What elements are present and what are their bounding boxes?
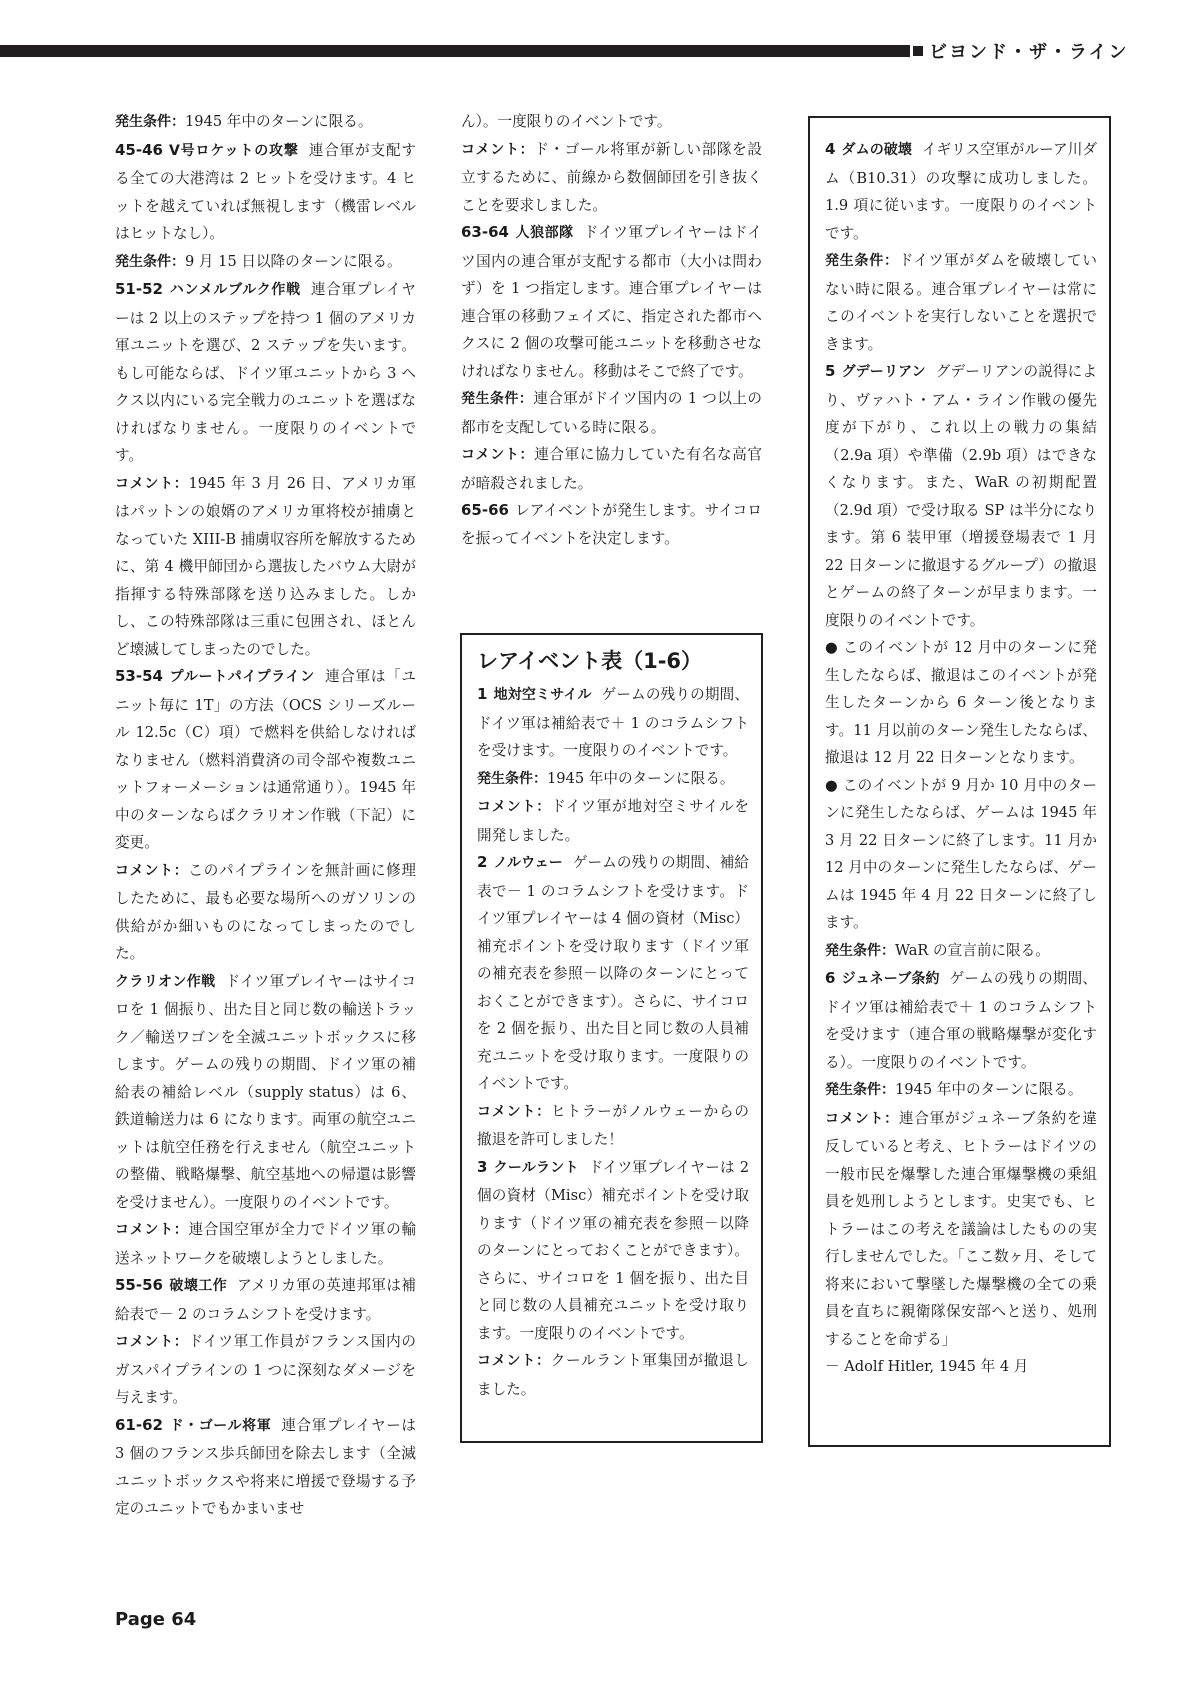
paragraph-text: 1945 年中のターンに限る。 — [547, 769, 735, 787]
event-number: 55-56 — [115, 1276, 163, 1294]
paragraph — [825, 136, 1097, 247]
paragraph — [115, 1272, 416, 1328]
paragraph-label: コメント： — [115, 475, 189, 492]
paragraph-text: ゲームの残りの期間、ドイツ軍は補給表で＋ 1 のコラムシフトを受けます。一度限りのイベントです。 — [477, 686, 749, 759]
paragraph-label: コメント： — [115, 1334, 189, 1350]
paragraph-text: 連合軍が支配する全ての大港湾は 2 ヒットを受けます。4 ヒットを越えていれば無視します（機雷レベルはヒットなし）。 — [115, 141, 416, 242]
event-name: 地対空ミサイル — [493, 687, 592, 703]
page-number: Page 64 — [115, 1609, 197, 1630]
paragraph — [825, 937, 1097, 966]
paragraph-label: コメント： — [115, 1222, 189, 1238]
event-number: 45-46 — [115, 140, 163, 159]
paragraph-text: 1945 年中のターンに限る。 — [185, 113, 373, 130]
paragraph — [115, 276, 416, 470]
event-name: ノルウェー — [493, 855, 563, 871]
paragraph — [115, 137, 416, 248]
paragraph-text: ドイツ軍が地対空ミサイルを開発しました。 — [477, 798, 750, 844]
paragraph — [477, 1347, 749, 1403]
paragraph-text: 連合軍に協力していた有名な高官が暗殺されました。 — [461, 446, 762, 492]
paragraph-text: レアイベントが発生します。サイコロを振ってイベントを決定します。 — [461, 502, 762, 547]
event-number: 1 — [477, 685, 488, 703]
paragraph — [825, 965, 1097, 1076]
paragraph-label: 発生条件： — [825, 942, 895, 959]
event-name: ハンメルブルク作戦 — [168, 282, 301, 298]
running-header-title: ビヨンド・ザ・ライン — [929, 42, 1129, 63]
paragraph — [477, 1154, 749, 1348]
paragraph-text: 1945 年 3 月 26 日、アメリカ軍はパットンの娘婿のアメリカ軍将校が捕虜となっていた XIII-B 捕虜収容所を解放するために、第 4 機甲師団から選抜したバウム大尉が指揮する特殊部隊を送り込みました。しかし、この特殊部隊は三重に包囲され、ほとんど壊滅してしまったのでした。 — [115, 474, 416, 658]
paragraph-text: 連合軍がドイツ国内の 1 つ以上の都市を支配している時に限る。 — [461, 390, 762, 436]
paragraph-text: 9 月 15 日以降のターンに限る。 — [185, 252, 402, 270]
paragraph-text: ドイツ軍がダムを破壊していない時に限る。連合軍プレイヤーは常にこのイベントを実行しないことを選択できます。 — [825, 252, 1097, 353]
paragraph — [477, 793, 749, 849]
event-number: 61-62 — [115, 1415, 163, 1434]
paragraph — [825, 772, 1097, 937]
event-name: プルートパイプライン — [168, 669, 315, 685]
paragraph — [115, 663, 416, 857]
paragraph — [477, 681, 749, 765]
event-name: クラリオン作戦 — [115, 973, 216, 990]
paragraph — [825, 634, 1097, 772]
paragraph-text: ん）。一度限りのイベントです。 — [461, 113, 672, 130]
event-name: ド・ゴール将軍 — [168, 1417, 272, 1434]
paragraph-text: ドイツ軍工作員がフランス国内のガスパイプラインの 1 つに深刻なダメージを与えます。 — [115, 1333, 417, 1406]
paragraph — [115, 248, 416, 277]
column-left — [115, 108, 416, 1523]
paragraph-label: 発生条件： — [825, 1082, 895, 1098]
paragraph — [825, 1353, 1097, 1381]
event-name: 人狼部隊 — [514, 225, 574, 241]
event-number: 53-54 — [115, 667, 163, 685]
paragraph-label: 発生条件： — [115, 253, 185, 270]
rare-event-table-continued-entries — [825, 136, 1097, 1381]
paragraph — [115, 1328, 416, 1412]
paragraph — [825, 1076, 1097, 1105]
paragraph-text: ゲームの残りの期間、ドイツ軍は補給表で＋ 1 のコラムシフトを受けます（連合軍の戦略爆撃が変化する）。一度限りのイベントです。 — [825, 970, 1097, 1071]
paragraph — [477, 1098, 749, 1154]
event-name: ダムの破壊 — [841, 142, 912, 158]
paragraph — [115, 1412, 416, 1523]
paragraph — [115, 968, 416, 1217]
paragraph — [461, 219, 762, 385]
event-number: 3 — [477, 1157, 488, 1176]
paragraph-label: 発生条件： — [461, 391, 534, 407]
header-rule — [0, 45, 910, 57]
paragraph-text: 連合軍は「ユニット毎に 1T」の方法（OCS シリーズルール 12.5c（C）項）で燃料を供給しなければなりません（燃料消費済の司令部や複数ユニットフォーメーションは通常通り）。1945 年中のターンならばクラリオン作戦（下記）に変更。 — [115, 668, 416, 851]
header-square-icon — [913, 46, 923, 56]
paragraph-text: イギリス空軍がルーア川ダム（B10.31）の攻撃に成功しました。1.9 項に従います。一度限りのイベントです。 — [825, 141, 1097, 242]
rare-event-table-title: レアイベント表（1-6） — [477, 649, 703, 673]
event-number: 2 — [477, 853, 488, 871]
event-number: 65-66 — [461, 501, 509, 519]
paragraph-label: コメント： — [461, 447, 535, 463]
paragraph-text: ● このイベントが 12 月中のターンに発生したならば、撤退はこのイベントが発生したターンから 6 ターン後となります。11 月以前のターン発生したならば、撤退は 12 月 22 日ターンとなります。 — [825, 639, 1097, 766]
paragraph-label: コメント： — [477, 1353, 551, 1369]
paragraph-label: コメント： — [477, 799, 552, 815]
paragraph — [461, 108, 762, 136]
event-name: V号ロケットの攻撃 — [168, 142, 299, 159]
paragraph — [825, 1105, 1097, 1354]
paragraph-text: ドイツ軍プレイヤーは 2 個の資材（Misc）補充ポイントを受け取ります（ドイツ軍の補充表を参照－以降のターンにとっておくことができます）。さらに、サイコロを 1 個を振り、出た目と同じ数の人員補充ユニットを受け取ります。一度限りのイベントです。 — [477, 1158, 749, 1342]
paragraph-text: 連合国空軍が全力でドイツ軍の輸送ネットワークを破壊しようとしました。 — [115, 1221, 416, 1267]
rare-event-table-box — [460, 633, 763, 1443]
paragraph — [825, 247, 1097, 358]
paragraph — [115, 1216, 416, 1272]
paragraph-text: ● このイベントが 9 月か 10 月中のターンに発生したならば、ゲームは 1945 年 3 月 22 日ターンに終了します。11 月か 12 月中のターンに発生したならば、ゲームは 1945 年 4 月 22 日ターンに終了します。 — [825, 776, 1097, 931]
paragraph-text: ヒトラーがノルウェーからの撤退を許可しました！ — [477, 1102, 749, 1148]
paragraph — [461, 136, 762, 220]
paragraph-label: 発生条件： — [115, 114, 185, 130]
paragraph — [461, 497, 762, 552]
column-middle — [461, 108, 762, 552]
paragraph-text: 1945 年中のターンに限る。 — [895, 1081, 1083, 1098]
event-number: 5 — [825, 362, 836, 380]
paragraph — [477, 765, 749, 794]
rare-event-table-continued-box — [808, 116, 1111, 1447]
paragraph — [115, 470, 416, 664]
paragraph — [115, 108, 416, 137]
rare-event-table-entries — [477, 681, 749, 1403]
paragraph-text: クールラント軍集団が撤退しました。 — [477, 1352, 749, 1398]
paragraph-label: コメント： — [461, 141, 535, 158]
event-name: クールラント — [493, 1159, 579, 1176]
paragraph-label: 発生条件： — [825, 253, 899, 269]
paragraph-label: コメント： — [477, 1103, 551, 1120]
paragraph-label: 発生条件： — [477, 770, 547, 787]
event-name: 破壊工作 — [168, 1278, 228, 1294]
event-number: 51-52 — [115, 280, 163, 298]
paragraph-text: ドイツ軍プレイヤーはドイツ国内の連合軍が支配する都市（大小は問わず）を 1 つ指定します。連合軍プレイヤーは連合軍の移動フェイズに、指定された都市ヘクスに 2 個の攻撃可能ユニットを移動させなければなりません。移動はそこで終了です。 — [461, 224, 763, 380]
paragraph — [477, 849, 749, 1098]
paragraph-label: コメント： — [825, 1110, 899, 1127]
paragraph-text: 連合軍がジュネーブ条約を違反していると考え、ヒトラーはドイツの一般市民を爆撃した連合軍爆撃機の乗組員を処刑しようとします。史実でも、ヒトラーはこの考えを議論はしたものの実行しませんでした。「ここ数ヶ月、そして将来において撃墜した爆撃機の全ての乗員を直ちに親衛隊保安部へと送り、処刑することを命ずる」 — [825, 1109, 1098, 1348]
paragraph-label: コメント： — [115, 862, 189, 879]
paragraph — [461, 441, 762, 497]
event-number: 63-64 — [461, 223, 509, 241]
event-name: ジュネーブ条約 — [841, 971, 940, 987]
paragraph-text: 連合軍プレイヤーは 3 個のフランス歩兵師団を除去します（全滅ユニットボックスや将来に増援で登場する予定のユニットでもかまいませ — [115, 1416, 416, 1517]
event-number: 4 — [825, 140, 836, 158]
paragraph-text: ド・ゴール将軍が新しい部隊を設立するために、前線から数個師団を引き抜くことを要求しました。 — [461, 140, 762, 214]
event-number: 6 — [825, 969, 836, 987]
paragraph — [825, 358, 1097, 634]
paragraph-text: このパイプラインを無計画に修理したために、最も必要な場所へのガソリンの供給がか細いものになってしまったのでした。 — [115, 861, 416, 962]
event-name: グデーリアン — [841, 364, 926, 380]
paragraph-text: ゲームの残りの期間、補給表で－ 1 のコラムシフトを受けます。ドイツ軍プレイヤーは 4 個の資材（Misc）補充ポイントを受け取ります（ドイツ軍の補充表を参照－以降のターンにとっておくことができます）。さらに、サイコロを 2 個を振り、出た目と同じ数の人員補充ユニットを受け取ります。一度限りのイベントです。 — [477, 854, 749, 1092]
paragraph-text: － Adolf Hitler, 1945 年 4 月 — [825, 1358, 1029, 1375]
paragraph — [461, 385, 762, 441]
paragraph-text: アメリカ軍の英連邦軍は補給表で－ 2 のコラムシフトを受けます。 — [115, 1277, 417, 1323]
paragraph-text: WaR の宣言前に限る。 — [895, 941, 1050, 959]
paragraph-text: 連合軍プレイヤーは 2 以上のステップを持つ 1 個のアメリカ軍ユニットを選び、2 ステップを失います。もし可能ならば、ドイツ軍ユニットから 3 ヘクス以内にいる完全戦力のユニットを選ばなければなりません。一度限りのイベントです。 — [115, 281, 417, 464]
paragraph-text: ドイツ軍プレイヤーはサイコロを 1 個振り、出た目と同じ数の輸送トラック／輸送ワゴンを全滅ユニットボックスに移します。ゲームの残りの期間、ドイツ軍の補給表の補給レベル（supply status）は 6、鉄道輸送力は 6 になります。両軍の航空ユニットは航空任務を行えません（航空ユニットの整備、戦略爆撃、航空基地への帰還は影響を受けません）。一度限りのイベントです。 — [115, 972, 416, 1211]
paragraph-text: グデーリアンの説得により、ヴァハト・アム・ライン作戦の優先度が下がり、これ以上の戦力の集結（2.9a 項）や準備（2.9b 項）はできなくなります。また、WaR の初期配置（2.9d 項）で受け取る SP は半分になります。第 6 装甲軍（増援登場表で 1 月 22 日ターンに撤退するグループ）の撤退とゲームの終了ターンが早まります。一度限りのイベントです。 — [825, 363, 1097, 629]
paragraph — [115, 857, 416, 968]
